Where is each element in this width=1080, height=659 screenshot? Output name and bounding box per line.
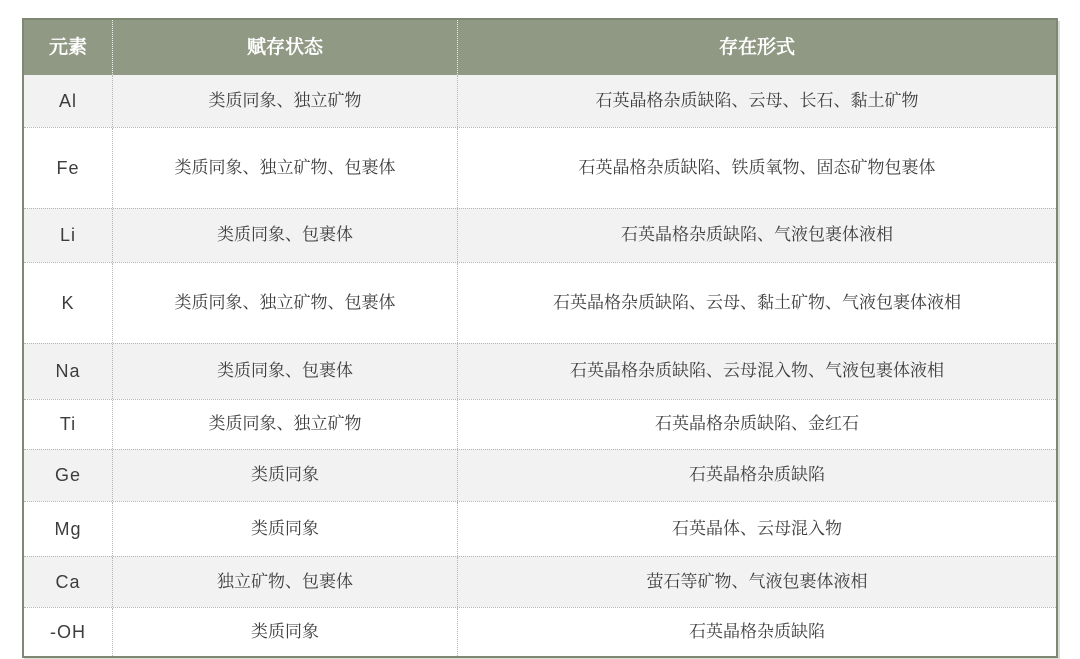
form-cell: 石英晶格杂质缺陷 — [457, 450, 1056, 501]
element-cell: Li — [59, 225, 76, 246]
element-cell: Ge — [54, 465, 81, 486]
form-cell: 石英晶格杂质缺陷、云母混入物、气液包裹体液相 — [457, 344, 1056, 399]
element-cell: Ca — [55, 571, 81, 592]
header-cell-form: 存在形式 — [457, 20, 1056, 75]
table-row — [24, 449, 1056, 501]
table-row — [24, 208, 1056, 262]
occurrence-table — [22, 18, 1058, 658]
table-header-row — [24, 20, 1056, 75]
state-cell: 类质同象、独立矿物 — [112, 75, 457, 127]
element-cell: Al — [58, 90, 77, 111]
state-cell: 类质同象 — [112, 502, 457, 556]
table-row — [24, 262, 1056, 343]
element-cell: -OH — [50, 621, 86, 642]
form-cell: 石英晶格杂质缺陷、金红石 — [457, 400, 1056, 449]
state-cell: 独立矿物、包裹体 — [112, 557, 457, 607]
header-cell-element: 元素 — [48, 36, 87, 58]
form-cell: 石英晶格杂质缺陷、云母、长石、黏土矿物 — [457, 75, 1056, 127]
table-row — [24, 75, 1056, 127]
state-cell: 类质同象、包裹体 — [112, 209, 457, 262]
element-cell: K — [61, 292, 75, 313]
element-cell: Ti — [59, 414, 77, 435]
state-cell: 类质同象、独立矿物 — [112, 400, 457, 449]
form-cell: 石英晶格杂质缺陷、铁质氧物、固态矿物包裹体 — [457, 128, 1056, 208]
table-row — [24, 399, 1056, 449]
state-cell: 类质同象、包裹体 — [112, 344, 457, 399]
form-cell: 石英晶格杂质缺陷 — [457, 608, 1056, 656]
table-body — [24, 75, 1056, 656]
table-row — [24, 501, 1056, 556]
form-cell: 石英晶格杂质缺陷、气液包裹体液相 — [457, 209, 1056, 262]
form-cell: 石英晶体、云母混入物 — [457, 502, 1056, 556]
state-cell: 类质同象 — [112, 450, 457, 501]
element-cell: Na — [55, 361, 81, 382]
table-row — [24, 607, 1056, 656]
table-row — [24, 343, 1056, 399]
state-cell: 类质同象、独立矿物、包裹体 — [112, 128, 457, 208]
table-row — [24, 127, 1056, 208]
element-cell: Fe — [56, 157, 80, 178]
header-cell-state: 赋存状态 — [112, 20, 457, 75]
form-cell: 萤石等矿物、气液包裹体液相 — [457, 557, 1056, 607]
element-cell: Mg — [54, 518, 82, 539]
state-cell: 类质同象 — [112, 608, 457, 656]
table-row — [24, 556, 1056, 607]
form-cell: 石英晶格杂质缺陷、云母、黏土矿物、气液包裹体液相 — [457, 263, 1056, 343]
state-cell: 类质同象、独立矿物、包裹体 — [112, 263, 457, 343]
